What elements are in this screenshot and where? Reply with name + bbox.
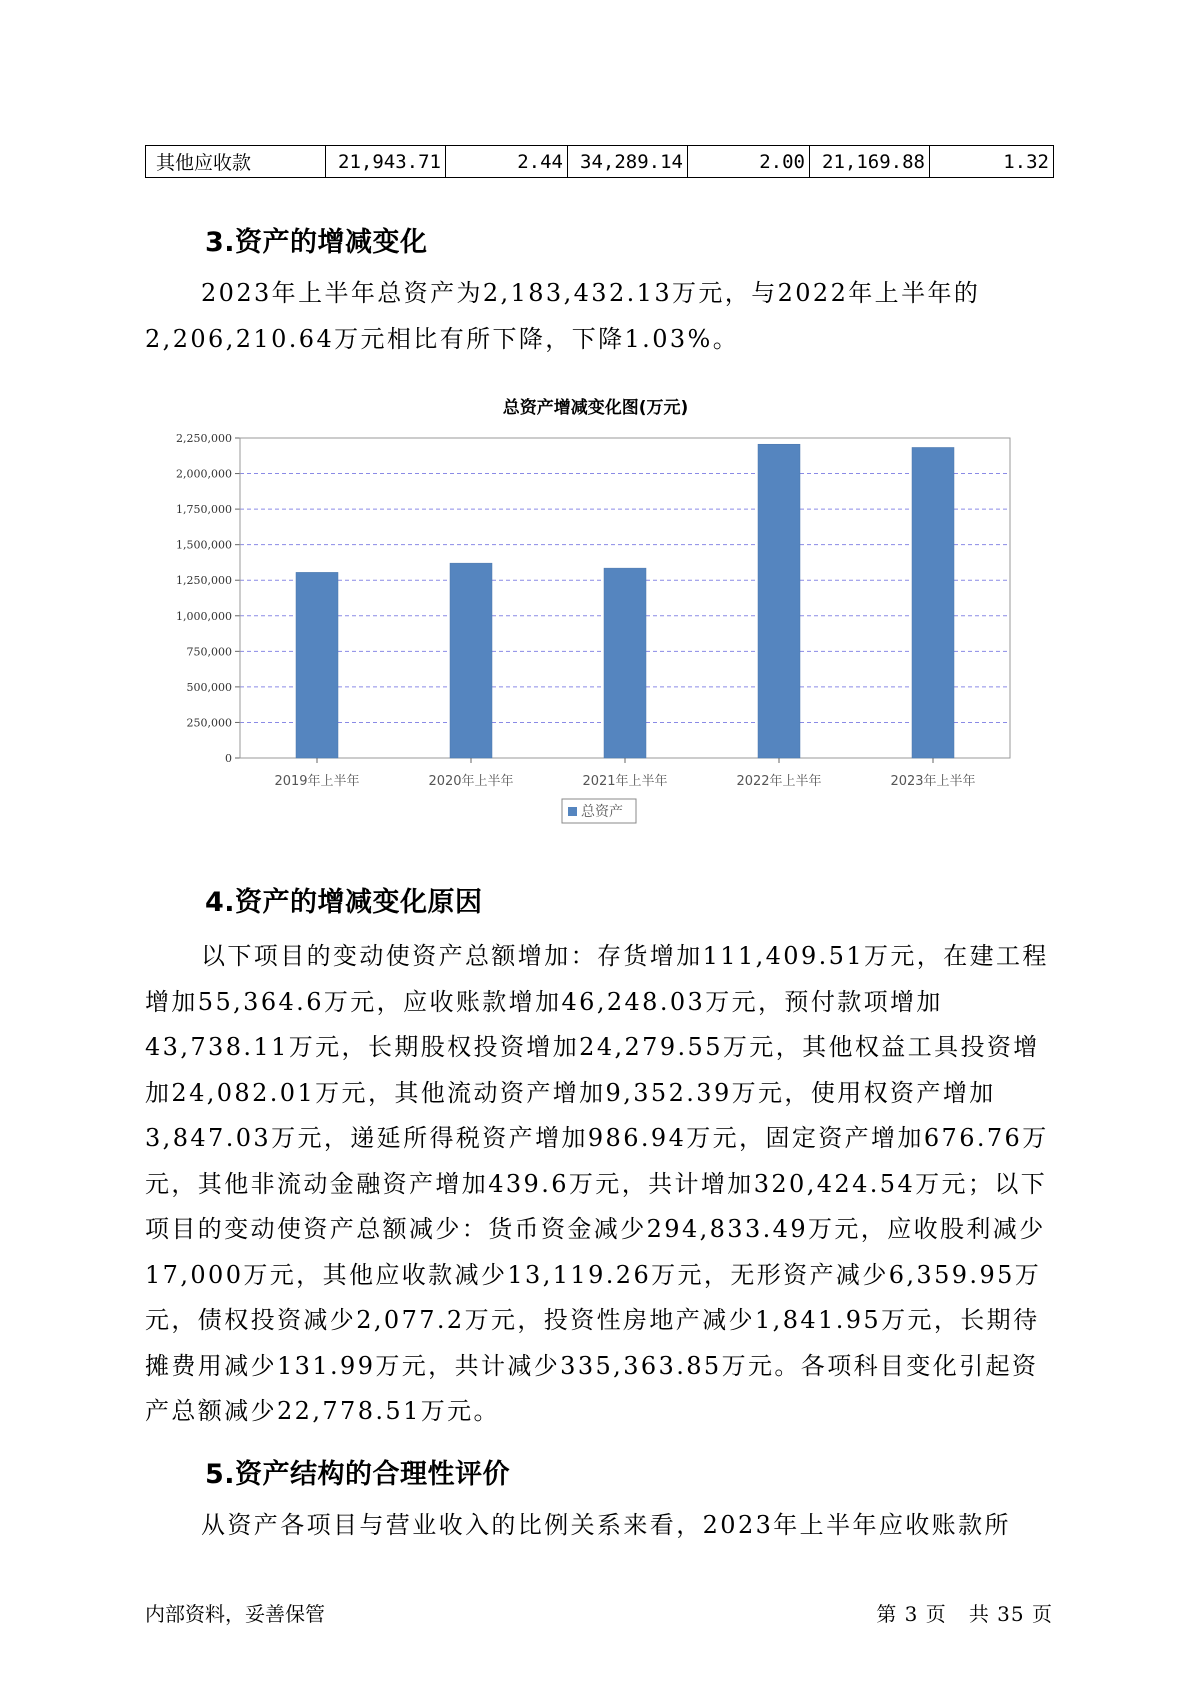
table-cell-item: 其他应收款 — [146, 146, 326, 178]
footer-confidential-note: 内部资料，妥善保管 — [145, 1602, 325, 1626]
table-cell: 1.32 — [930, 146, 1054, 178]
y-tick-label: 2,000,000 — [176, 467, 232, 481]
section-3-heading: 3.资产的增减变化 — [205, 227, 428, 258]
table-cell: 34,289.14 — [568, 146, 688, 178]
y-tick-label: 500,000 — [186, 680, 232, 694]
bar — [296, 572, 338, 758]
section-5-heading: 5.资产结构的合理性评价 — [205, 1459, 511, 1490]
bar — [604, 568, 646, 758]
legend-label: 总资产 — [581, 804, 623, 820]
y-tick-label: 1,750,000 — [176, 503, 232, 517]
data-table — [145, 145, 1054, 178]
table-cell: 21,943.71 — [326, 146, 446, 178]
y-tick-label: 1,500,000 — [176, 538, 232, 552]
y-tick-label: 750,000 — [186, 645, 232, 659]
y-tick-label: 250,000 — [186, 716, 232, 730]
table-row — [146, 146, 1054, 178]
bar — [450, 563, 492, 758]
table-cell: 2.44 — [446, 146, 568, 178]
table-cell: 2.00 — [688, 146, 810, 178]
bar — [912, 447, 954, 758]
y-tick-label: 2,250,000 — [176, 432, 232, 445]
x-tick-label: 2021年上半年 — [582, 774, 668, 789]
total-assets-bar-chart — [150, 428, 1030, 848]
x-tick-label: 2020年上半年 — [428, 774, 514, 789]
x-tick-label: 2022年上半年 — [736, 774, 822, 789]
bar — [758, 444, 800, 758]
legend-swatch — [568, 807, 577, 816]
x-tick-label: 2023年上半年 — [890, 774, 976, 789]
y-tick-label: 0 — [225, 752, 232, 765]
section-5-paragraph: 从资产各项目与营业收入的比例关系来看，2023年上半年应收账款所 — [201, 1511, 1011, 1539]
table-cell: 21,169.88 — [810, 146, 930, 178]
y-tick-label: 1,250,000 — [176, 574, 232, 588]
chart-title: 总资产增减变化图(万元) — [502, 398, 689, 418]
section-4-paragraph: 以下项目的变动使资产总额增加：存货增加111,409.51万元，在建工程增加55,364.6万元，应收账款增加46,248.03万元，预付款项增加43,738.11万元，长期股权投资增加24,279.55万元，其他权益工具投资增加24,082.01万元，其他流动资产增加9,352.39万元，使用权资产增加3,847.03万元，递延所得税资产增加986.94万元，固定资产增加676.76万元，其他非流动金融资产增加439.6万元，共计增加320,424.54万元；以下项目的变动使资产总额减少：货币资金减少294,833.49万元，应收股利减少17,000万元，其他应收款减少13,119.26万元，无形资产减少6,359.95万元，债权投资减少2,077.2万元，投资性房地产减少1,841.95万元，长期待摊费用减少131.99万元，共计减少335,363.85万元。各项科目变化引起资产总额减少22,778.51万元。 — [145, 942, 1049, 1425]
section-3-paragraph: 2023年上半年总资产为2,183,432.13万元，与2022年上半年的2,206,210.64万元相比有所下降，下降1.03%。 — [145, 279, 981, 353]
x-tick-label: 2019年上半年 — [274, 774, 360, 789]
y-tick-label: 1,000,000 — [176, 609, 232, 623]
section-4-heading: 4.资产的增减变化原因 — [205, 887, 483, 918]
footer-page-number: 第 3 页 共 35 页 — [876, 1602, 1053, 1626]
